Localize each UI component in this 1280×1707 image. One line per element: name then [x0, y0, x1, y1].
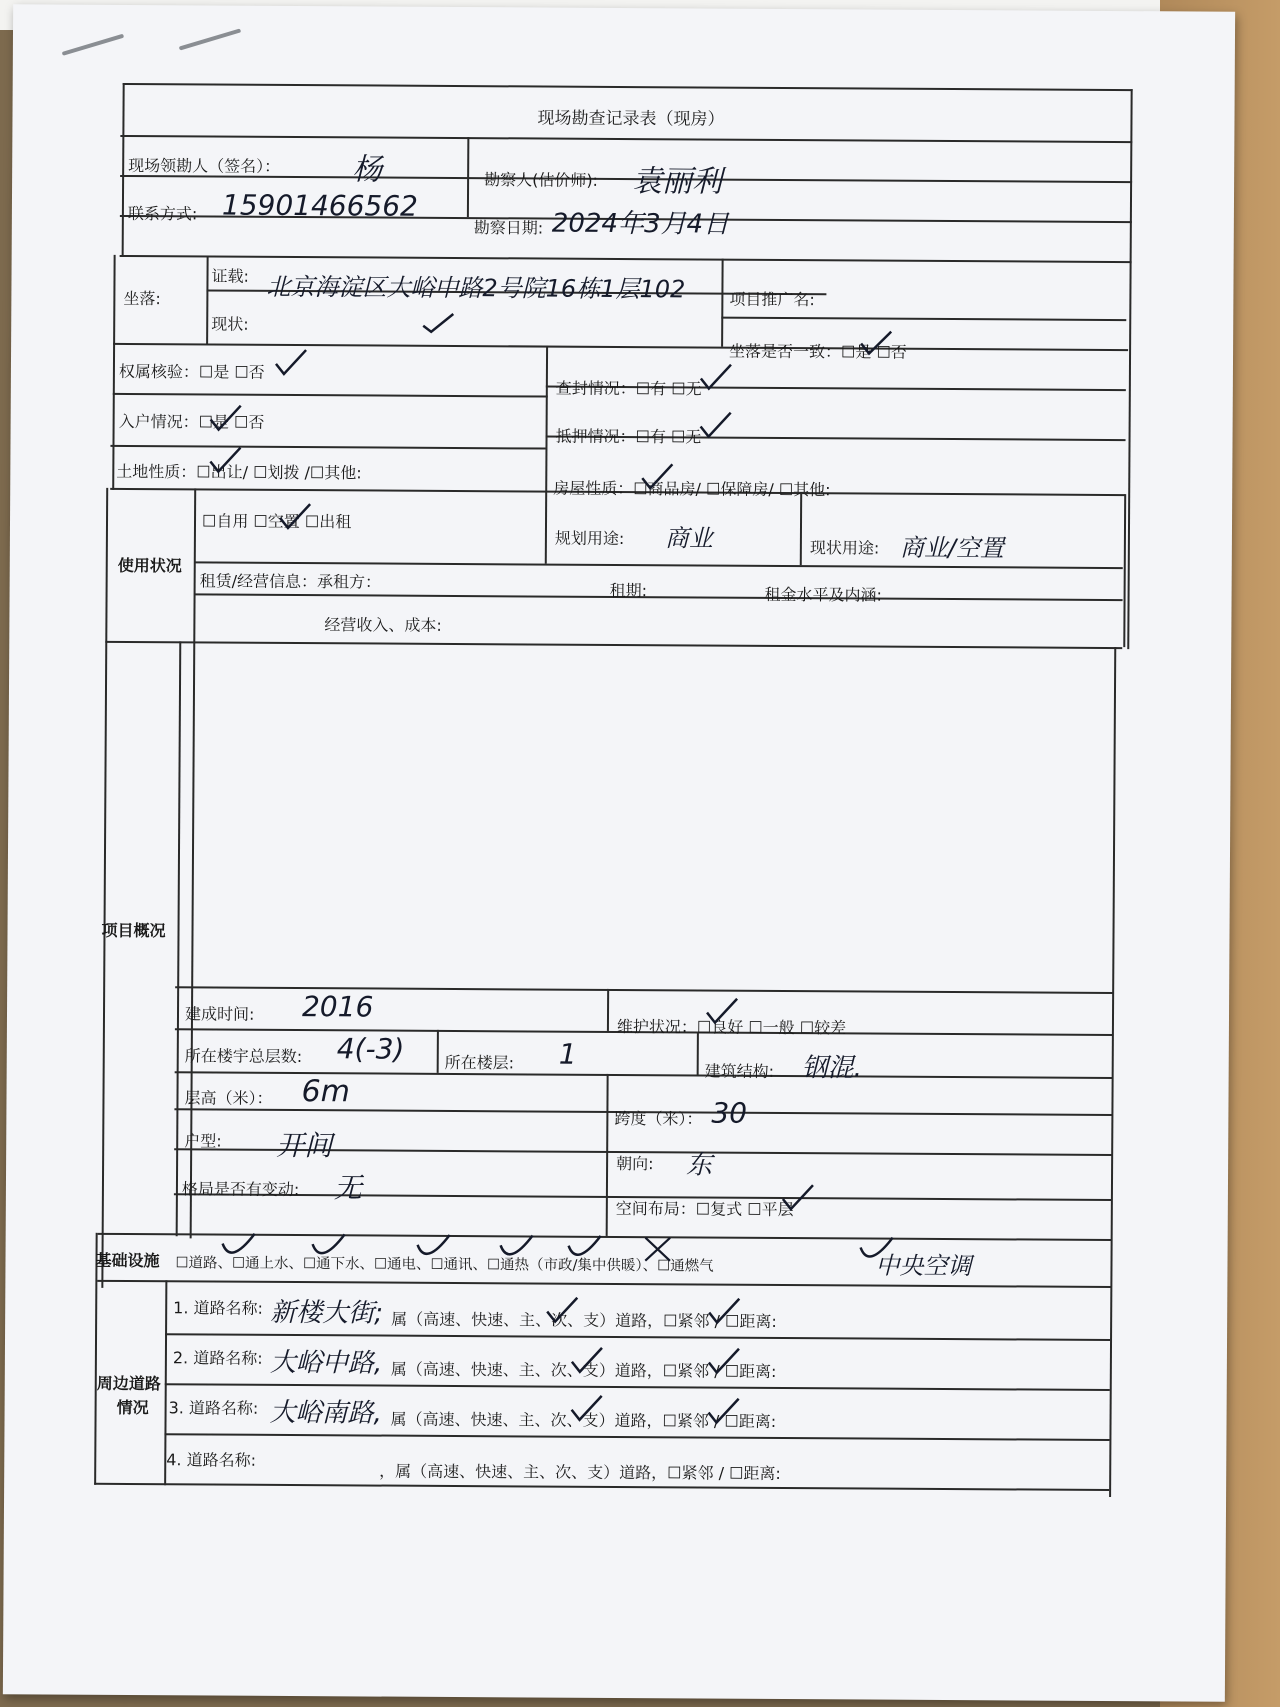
seal-check-icon[interactable] [699, 364, 733, 390]
space-layout-check-icon[interactable] [781, 1185, 815, 1211]
layout-type-value: 开间 [276, 1128, 333, 1163]
house-check-icon[interactable] [640, 464, 674, 490]
mortgage-check-icon[interactable] [699, 412, 733, 438]
infra-road-check-icon[interactable] [216, 1234, 264, 1260]
roads-section-label: 周边道路 [96, 1373, 161, 1394]
infra-water-check-icon[interactable] [306, 1234, 354, 1260]
ownership-check-icon[interactable] [274, 350, 308, 376]
income-label: 经营收入、成本: [324, 615, 442, 635]
road-1-label: 1. 道路名称: [173, 1298, 264, 1318]
span-value: 30 [711, 1096, 748, 1130]
form-table [93, 83, 1133, 1649]
built-time-label: 建成时间: [184, 1004, 255, 1024]
total-floors-value: 4(-3) [336, 1032, 405, 1066]
location-label: 坐落: [123, 288, 161, 309]
status-label: 现状: [211, 314, 249, 334]
built-time-value: 2016 [301, 990, 374, 1024]
usage-section-label: 使用状况 [117, 555, 182, 576]
house-label: 房屋性质：☐商品房/ ☐保障房/ ☐其他: [553, 478, 831, 500]
land-check-icon[interactable] [208, 447, 242, 473]
floor-label: 所在楼层: [444, 1052, 515, 1073]
infra-extra-value: 中央空调 [875, 1251, 972, 1281]
infra-telecom-check-icon[interactable] [566, 1236, 606, 1262]
status-check-icon [421, 310, 455, 336]
infra-items: ☐道路、☐通上水、☐通下水、☐通电、☐通讯、☐通热（市政/集中供暖）、☐通燃气 [175, 1255, 714, 1275]
contact-label: 联系方式: [127, 203, 198, 224]
road-3-suffix: 属（高速、快速、主、次、支）道路，☐紧邻 / ☐距离: [390, 1409, 777, 1431]
road-1-type-check-icon[interactable] [545, 1298, 579, 1324]
road-2-name: 大峪中路, [269, 1347, 383, 1379]
maintenance-check-icon[interactable] [705, 999, 739, 1025]
structure-label: 建筑结构: [704, 1061, 775, 1081]
floor-height-label: 层高（米）： [184, 1088, 273, 1108]
road-1-name: 新楼大街; [270, 1297, 384, 1329]
road-1-suffix: 属（高速、快速、主、次、支）道路，☐紧邻 / ☐距离: [391, 1309, 777, 1331]
roads-section-label-2: 情况 [116, 1397, 149, 1418]
infra-power-check-icon[interactable] [494, 1235, 542, 1261]
road-3-type-check-icon[interactable] [570, 1396, 604, 1422]
road-4-suffix: ，属（高速、快速、主、次、支）道路，☐紧邻 / ☐距离: [379, 1461, 781, 1484]
entry-label: 入户情况：☐是 ☐否 [118, 411, 265, 432]
ownership-label: 权属核验：☐是 ☐否 [118, 361, 265, 382]
road-2-adjacent-check-icon[interactable] [707, 1349, 741, 1375]
road-3-name: 大峪南路, [269, 1397, 382, 1429]
overview-blank-area[interactable] [292, 714, 1114, 1059]
cert-label: 证载: [211, 266, 249, 286]
project-promo-label: 项目推广名: [729, 289, 815, 310]
lease-term-label: 租期: [609, 580, 648, 601]
layout-change-value: 无 [333, 1171, 363, 1205]
land-label: 土地性质：☐出让/ ☐划拨 /☐其他: [116, 461, 362, 483]
road-2-label: 2. 道路名称: [172, 1348, 263, 1368]
lead-signature: 杨 [352, 152, 383, 188]
lead-label: 现场领勘人（签名）： [128, 155, 281, 176]
road-3-adjacent-check-icon[interactable] [707, 1399, 741, 1425]
infra-section-label: 基础设施 [95, 1250, 160, 1271]
floor-height-value: 6m [301, 1074, 350, 1110]
staple-right [179, 28, 241, 50]
entry-check-icon[interactable] [209, 405, 243, 431]
orientation-label: 朝向: [616, 1153, 654, 1174]
date-value: 2024年3月4日 [551, 208, 730, 240]
total-floors-label: 所在楼宇总层数: [184, 1046, 303, 1067]
staple-left [62, 34, 124, 56]
road-2-suffix: 属（高速、快速、主、次、支）道路，☐紧邻 / ☐距离: [390, 1359, 777, 1381]
usage-options: ☐自用 ☐空置 ☐出租 [201, 511, 352, 532]
structure-value: 钢混. [801, 1053, 863, 1084]
contact-value: 15901466562 [221, 188, 419, 223]
surveyor-label: 勘察人(估价师): [484, 170, 599, 190]
plan-use-value: 商业 [664, 524, 714, 553]
infra-heat-cross-icon[interactable] [644, 1236, 674, 1262]
road-3-label: 3. 道路名称: [168, 1398, 259, 1418]
date-label: 勘察日期: [473, 218, 544, 238]
layout-change-label: 格局是否有变动: [181, 1179, 300, 1200]
road-1-adjacent-check-icon[interactable] [707, 1299, 741, 1325]
location-match-check-icon[interactable] [859, 329, 893, 355]
mortgage-label: 抵押情况：☐有 ☐无 [555, 426, 702, 447]
lease-info-label: 租赁/经营信息：承租方： [199, 571, 382, 592]
rent-label: 租金水平及内涵: [764, 584, 883, 605]
seal-label: 查封情况：☐有 ☐无 [555, 378, 702, 399]
form-title: 现场勘查记录表（现房） [537, 108, 725, 130]
current-use-label: 现状用途: [809, 538, 880, 558]
layout-type-label: 户型: [184, 1131, 222, 1151]
road-2-type-check-icon[interactable] [570, 1348, 604, 1374]
infra-gas-check-icon[interactable] [853, 1237, 901, 1263]
floor-value: 1 [558, 1037, 577, 1071]
usage-vacant-check-icon[interactable] [278, 504, 312, 530]
plan-use-label: 规划用途: [554, 528, 625, 549]
space-layout-label: 空间布局：☐复式 ☐平层 [615, 1198, 794, 1220]
overview-section-label: 项目概况 [101, 920, 166, 941]
location-match-label: 坐落是否一致：☐是 ☐否 [729, 341, 907, 362]
maintenance-label: 维护状况：☐良好 ☐一般 ☐较差 [616, 1016, 847, 1038]
cert-address: 北京海淀区大峪中路2号院16栋1层102 [266, 272, 686, 304]
infra-drain-check-icon[interactable] [411, 1235, 459, 1261]
span-label: 跨度（米）： [614, 1108, 703, 1129]
survey-form-sheet [3, 4, 1235, 1701]
orientation-value: 东 [686, 1150, 713, 1181]
current-use-value: 商业/空置 [899, 533, 1005, 563]
road-4-label: 4. 道路名称: [166, 1450, 257, 1470]
surveyor-signature: 袁丽利 [631, 164, 723, 200]
